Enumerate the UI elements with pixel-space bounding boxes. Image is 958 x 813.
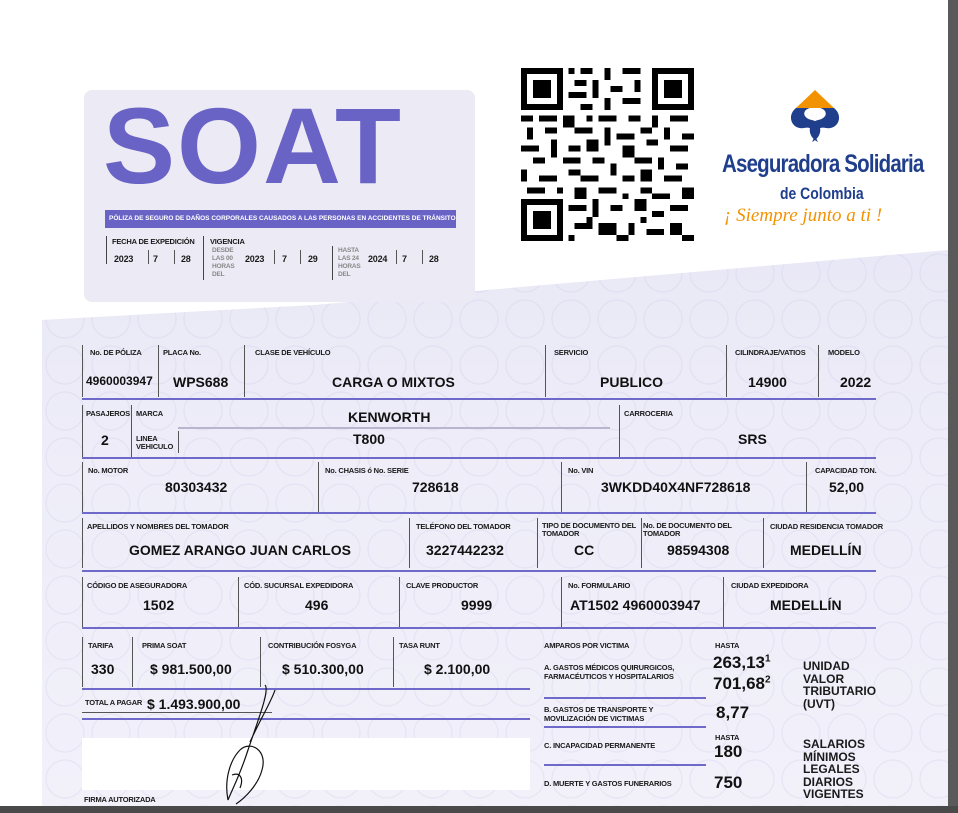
desde-year: 2023 (245, 254, 265, 264)
amparo-d-label: D. MUERTE Y GASTOS FUNERARIOS (544, 779, 672, 788)
hasta-label: HASTA LAS 24 HORAS DEL (338, 247, 361, 278)
desde-month: 7 (282, 254, 287, 264)
firma-label: FIRMA AUTORIZADA (84, 795, 156, 804)
placa-value: WPS688 (173, 374, 229, 390)
runt-label: TASA RUNT (399, 641, 440, 650)
amparo-a-label: A. GASTOS MÉDICOS QUIRURGICOS, FARMACÉUTICOS Y HOSPITALARIOS (544, 663, 675, 681)
codigo-value: 1502 (143, 597, 175, 613)
poliza-value: 4960003947 (86, 374, 153, 388)
cilindraje-value: 14900 (748, 374, 787, 390)
hasta-year: 2024 (368, 254, 388, 264)
clave-label: CLAVE PRODUCTOR (406, 581, 479, 590)
poliza-label: No. DE PÓLIZA (90, 348, 142, 357)
total-value: $ 1.493.900,00 (147, 696, 241, 712)
runt-value: $ 2.100,00 (424, 661, 491, 677)
carroceria-label: CARROCERIA (624, 409, 673, 418)
tomador-label: APELLIDOS Y NOMBRES DEL TOMADOR (87, 522, 229, 531)
linea-label: LINEA VEHICULO (136, 434, 174, 451)
viewer-scroll-edge (948, 0, 958, 813)
qr-code (520, 68, 695, 241)
amparo-d-value: 750 (714, 773, 743, 792)
prima-label: PRIMA SOAT (142, 641, 187, 650)
vigencia-label: VIGENCIA (210, 237, 245, 246)
servicio-label: SERVICIO (554, 348, 589, 357)
sucursal-label: CÓD. SUCURSAL EXPEDIDORA (244, 581, 354, 590)
amparo-b-label: B. GASTOS DE TRANSPORTE Y MOVILIZACIÓN DE VICTIMAS (544, 705, 654, 723)
insurer-logo-icon (782, 86, 848, 150)
salarios-label: SALARIOS MÍNIMOS LEGALES DIARIOS VIGENTES (803, 737, 866, 801)
expedicion-label: FECHA DE EXPEDICIÓN (112, 237, 195, 246)
capacidad-label: CAPACIDAD TON. (815, 466, 877, 475)
num-doc-value: 98594308 (667, 542, 730, 558)
linea-value: T800 (353, 431, 385, 447)
expedicion-month: 7 (153, 254, 158, 264)
clase-value: CARGA O MIXTOS (332, 374, 455, 390)
fosyga-value: $ 510.300,00 (282, 661, 364, 677)
placa-label: PLACA No. (163, 348, 201, 357)
amparos-title: AMPAROS POR VICTIMA (544, 641, 630, 650)
hasta-day: 28 (429, 254, 439, 264)
ciudad-value: MEDELLÍN (790, 542, 862, 558)
capacidad-value: 52,00 (829, 479, 865, 495)
soat-logo-text: SOAT (103, 85, 403, 206)
telefono-label: TELÉFONO DEL TOMADOR (416, 522, 511, 531)
motor-label: No. MOTOR (88, 466, 129, 475)
policy-description: PÓLIZA DE SEGURO DE DAÑOS CORPORALES CAUSADOS A LAS PERSONAS EN ACCIDENTES DE TRÁNSITO (105, 210, 456, 228)
total-label: TOTAL A PAGAR (85, 698, 143, 707)
cilindraje-label: CILINDRAJE/VATIOS (735, 348, 806, 357)
ciudad-label: CIUDAD RESIDENCIA TOMADOR (770, 522, 883, 531)
amparo-b-value: 8,77 (716, 703, 750, 722)
codigo-label: CÓDIGO DE ASEGURADORA (87, 581, 188, 590)
formulario-label: No. FORMULARIO (568, 581, 631, 590)
sucursal-value: 496 (305, 597, 329, 613)
chasis-value: 728618 (412, 479, 459, 495)
tomador-value: GOMEZ ARANGO JUAN CARLOS (129, 542, 351, 558)
amparo-a-value2: 701,68$^2$ (713, 674, 771, 693)
modelo-value: 2022 (840, 374, 872, 390)
motor-value: 80303432 (165, 479, 228, 495)
insurer-name: Aseguradora Solidaria (722, 150, 924, 178)
tipo-doc-label: TIPO DE DOCUMENTO DEL TOMADOR (542, 521, 636, 538)
carroceria-value: SRS (738, 431, 767, 447)
expedicion-day: 28 (181, 254, 191, 264)
viewer-bottom-edge (0, 806, 958, 813)
servicio-value: PUBLICO (600, 374, 663, 390)
ciudad-exp-label: CIUDAD EXPEDIDORA (731, 581, 809, 590)
insurer-slogan: ¡ Siempre junto a ti ! (724, 205, 883, 226)
prima-value: $ 981.500,00 (150, 661, 232, 677)
hasta-label-a: HASTA (715, 641, 740, 650)
hasta-label-c: HASTA (715, 733, 740, 742)
marca-label: MARCA (136, 409, 163, 418)
signature-box (82, 738, 530, 790)
tarifa-label: TARIFA (88, 641, 114, 650)
tipo-doc-value: CC (574, 542, 595, 558)
desde-day: 29 (308, 254, 318, 264)
amparo-a-value1: 263,13$^1$ (713, 653, 771, 672)
modelo-label: MODELO (828, 348, 860, 357)
amparo-c-value: 180 (714, 742, 743, 761)
pasajeros-label: PASAJEROS (86, 409, 130, 418)
vin-label: No. VIN (568, 466, 594, 475)
hasta-month: 7 (402, 254, 407, 264)
clase-label: CLASE DE VEHÍCULO (255, 348, 331, 357)
marca-value: KENWORTH (348, 409, 431, 425)
signature (210, 680, 290, 806)
ciudad-exp-value: MEDELLÍN (770, 597, 842, 613)
chasis-label: No. CHASIS ó No. SERIE (325, 466, 409, 475)
pasajeros-value: 2 (101, 432, 109, 448)
tarifa-value: 330 (91, 661, 115, 677)
clave-value: 9999 (461, 597, 493, 613)
insurer-name-2: de Colombia (780, 184, 864, 203)
num-doc-label: No. DE DOCUMENTO DEL TOMADOR (643, 521, 732, 538)
formulario-value: AT1502 4960003947 (570, 597, 701, 613)
vin-value: 3WKDD40X4NF728618 (601, 479, 751, 495)
telefono-value: 3227442232 (426, 542, 504, 558)
uvt-label: UNIDAD VALOR TRIBUTARIO (UVT) (803, 659, 877, 711)
expedicion-year: 2023 (114, 254, 134, 264)
fosyga-label: CONTRIBUCIÓN FOSYGA (268, 641, 357, 650)
desde-label: DESDE LAS 00 HORAS DEL (212, 247, 235, 278)
amparo-c-label: C. INCAPACIDAD PERMANENTE (544, 741, 656, 750)
